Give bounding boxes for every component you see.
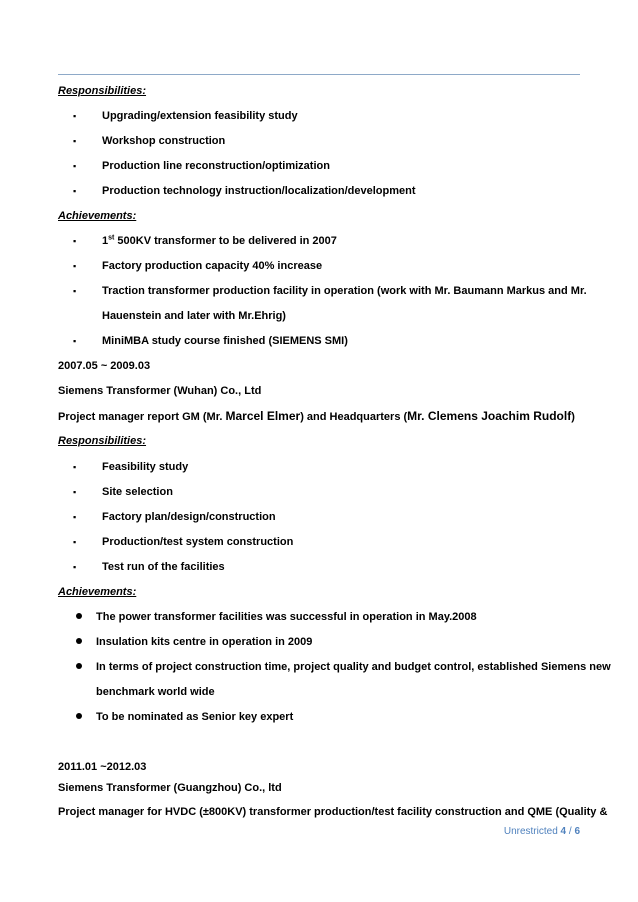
list-item: Production technology instruction/localization/development	[102, 185, 416, 197]
ordinal-number: 1	[102, 235, 109, 247]
achievements-heading: Achievements:	[58, 210, 137, 222]
square-bullet-icon: ▪	[73, 186, 77, 196]
list-item: Insulation kits centre in operation in 2009	[96, 636, 313, 648]
list-item: Factory production capacity 40% increase	[102, 260, 323, 272]
job-role	[58, 409, 575, 424]
square-bullet-icon: ▪	[73, 487, 77, 497]
achievements-heading: Achievements:	[58, 586, 137, 598]
page-total: 6	[574, 826, 580, 837]
page-separator: /	[566, 826, 575, 837]
responsibilities-heading: Responsibilities:	[58, 85, 147, 97]
job-period: 2011.01 ~2012.03	[58, 761, 147, 773]
list-item: Test run of the facilities	[102, 561, 225, 573]
round-bullet-icon	[76, 638, 82, 644]
list-item: Production/test system construction	[102, 536, 294, 548]
list-item-continuation: benchmark world wide	[96, 686, 215, 698]
role-text: Project manager report GM (Mr.	[58, 411, 226, 423]
list-item: MiniMBA study course finished (SIEMENS SMI)	[102, 335, 348, 347]
role-person: Marcel Elmer	[225, 409, 301, 423]
page-current: 4	[560, 826, 567, 837]
round-bullet-icon	[76, 663, 82, 669]
round-bullet-icon	[76, 613, 82, 619]
round-bullet-icon	[76, 713, 82, 719]
list-item: Workshop construction	[102, 135, 226, 147]
company-name: Siemens Transformer (Guangzhou) Co., ltd	[58, 782, 282, 794]
list-item: To be nominated as Senior key expert	[96, 711, 294, 723]
square-bullet-icon: ▪	[73, 537, 77, 547]
company-name: Siemens Transformer (Wuhan) Co., Ltd	[58, 385, 262, 397]
square-bullet-icon: ▪	[73, 462, 77, 472]
square-bullet-icon: ▪	[73, 161, 77, 171]
role-person: Mr. Clemens Joachim Rudolf	[407, 409, 572, 423]
job-period: 2007.05 ~ 2009.03	[58, 360, 151, 372]
item-text: 500KV transformer to be delivered in 2007	[114, 235, 337, 247]
ordinal-suffix: st	[108, 234, 115, 242]
page-footer	[504, 826, 580, 837]
job-role: Project manager for HVDC (±800KV) transformer production/test facility construction and QME (Quality &	[58, 806, 608, 818]
square-bullet-icon: ▪	[73, 512, 77, 522]
header-rule	[58, 74, 580, 75]
list-item: Factory plan/design/construction	[102, 511, 276, 523]
list-item: Feasibility study	[102, 461, 189, 473]
list-item: Production line reconstruction/optimization	[102, 160, 330, 172]
list-item	[102, 234, 337, 248]
role-text: )	[571, 411, 575, 423]
square-bullet-icon: ▪	[73, 111, 77, 121]
square-bullet-icon: ▪	[73, 336, 77, 346]
list-item: In terms of project construction time, project quality and budget control, established Siemens new	[96, 661, 611, 673]
list-item-continuation: Hauenstein and later with Mr.Ehrig)	[102, 310, 286, 322]
square-bullet-icon: ▪	[73, 261, 77, 271]
role-text: ) and Headquarters (	[300, 411, 408, 423]
list-item: Traction transformer production facility in operation (work with Mr. Baumann Markus and Mr.	[102, 285, 587, 297]
list-item: Upgrading/extension feasibility study	[102, 110, 298, 122]
square-bullet-icon: ▪	[73, 286, 77, 296]
responsibilities-heading: Responsibilities:	[58, 435, 147, 447]
list-item: Site selection	[102, 486, 173, 498]
square-bullet-icon: ▪	[73, 136, 77, 146]
list-item: The power transformer facilities was successful in operation in May.2008	[96, 611, 477, 623]
square-bullet-icon: ▪	[73, 236, 77, 246]
classification-label: Unrestricted	[503, 826, 561, 837]
square-bullet-icon: ▪	[73, 562, 77, 572]
